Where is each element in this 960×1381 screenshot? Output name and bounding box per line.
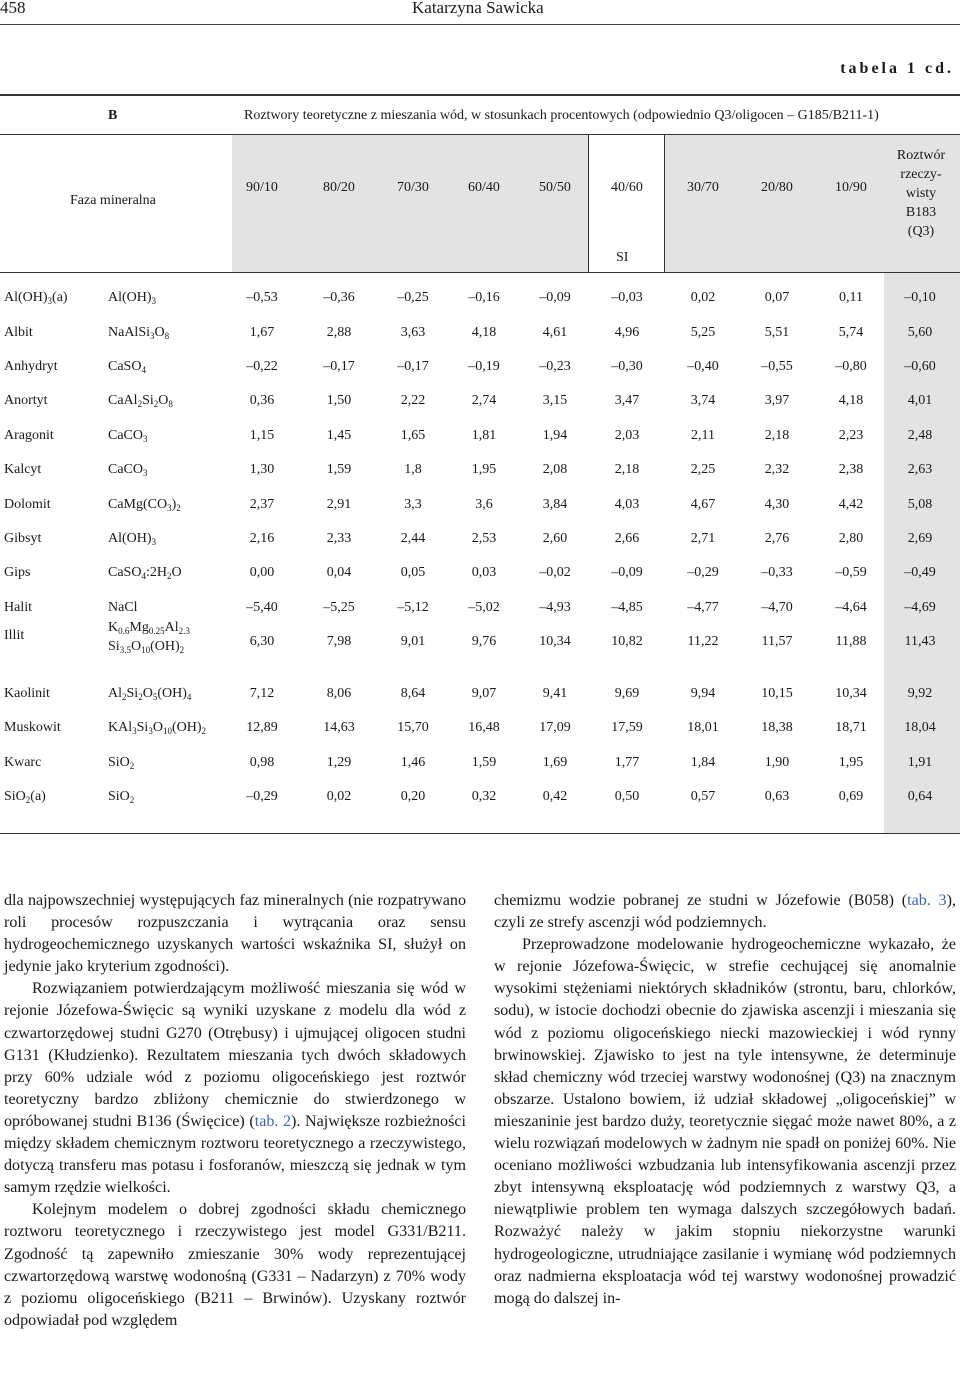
table-continued-label: tabela 1 cd. [840, 60, 954, 77]
si-value-cell: 9,07 [471, 686, 497, 701]
si-value-cell: –4,70 [761, 600, 793, 615]
mineral-formula: SiO$_2$ [108, 789, 135, 805]
si-value-cell: 0,02 [690, 290, 716, 305]
mineral-formula: $KAl_3Si_3O_{10}(OH)_2$ [108, 720, 206, 736]
mineral-formula: SiO$_2$ [108, 755, 135, 771]
si-value-cell: 11,57 [761, 634, 793, 649]
si-header-shade-right [664, 134, 884, 272]
si-value-cell: 2,38 [838, 462, 864, 477]
mineral-formula: $CaAl_2Si_2O_8$ [108, 393, 173, 409]
si-value-cell: –0,29 [246, 789, 278, 804]
table-caption-rule [0, 134, 960, 135]
mineral-name: SiO$_2$(a) [4, 789, 46, 805]
si-value-cell: 9,94 [690, 686, 716, 701]
si-value-cell: 2,03 [614, 428, 640, 443]
si-value-cell: 11,22 [687, 634, 719, 649]
si-value-cell: 9,01 [400, 634, 426, 649]
si-value-cell: 1,91 [907, 755, 933, 770]
si-value-cell: 2,53 [471, 531, 497, 546]
header-rule [0, 24, 960, 25]
si-value-cell: 1,59 [326, 462, 352, 477]
si-value-cell: –0,17 [323, 359, 355, 374]
table-bottom-rule [0, 833, 960, 834]
mineral-name: Kwarc [4, 755, 42, 770]
si-value-cell: 10,34 [835, 686, 867, 701]
real-header-line-5: (Q3) [907, 224, 935, 239]
si-value-cell: 4,61 [542, 325, 568, 340]
si-value-cell: 4,18 [471, 325, 497, 340]
ratio-header-4: 50/50 [539, 180, 571, 195]
si-value-cell: –0,36 [323, 290, 355, 305]
table-caption: Roztwory teoretyczne z mieszania wód, w stosunkach procentowych (odpowiednio Q3/oligocen – G185/B211-1) [244, 108, 879, 123]
mineral-formula: $K_{0.6}Mg_{0.25}Al_{2.3}$ [108, 620, 190, 636]
si-value-cell: –0,29 [687, 565, 719, 580]
si-value-cell: –4,85 [611, 600, 643, 615]
si-value-cell: 16,48 [468, 720, 500, 735]
si-value-cell: 11,88 [835, 634, 867, 649]
si-value-cell: 1,67 [249, 325, 275, 340]
si-value-cell: 1,84 [690, 755, 716, 770]
si-value-cell: 15,70 [397, 720, 429, 735]
si-value-cell: 1,94 [542, 428, 568, 443]
si-value-cell: –0,55 [761, 359, 793, 374]
si-value-cell: 18,71 [835, 720, 867, 735]
table-2-link[interactable]: tab. 2 [254, 1112, 292, 1130]
mineral-formula: CaSO$_4$ [108, 359, 146, 375]
mineral-name: Gips [4, 565, 31, 580]
si-value-cell: 3,97 [764, 393, 790, 408]
si-value-cell: 1,95 [838, 755, 864, 770]
left-paragraph-1: dla najpowszechniej występujących faz mineralnych (nie rozpatrywano roli procesów rozpuszczania i wytrącania oraz sensu hydrogeochemicznego uzyskanych wartości wskaźnika SI, służył on jedynie jako kryterium zgodności). [4, 892, 466, 976]
si-value-cell: 1,30 [249, 462, 275, 477]
si-value-cell: 0,05 [400, 565, 426, 580]
si-value-cell: –5,12 [397, 600, 429, 615]
si-value-cell: 9,41 [542, 686, 568, 701]
si-value-cell: 0,11 [839, 290, 863, 305]
right-p1-text-b: ), czyli ze strefy ascenzji wód podziemnych. [494, 892, 956, 932]
si-value-cell: –0,49 [904, 565, 936, 580]
left-paragraph-2 [4, 978, 466, 1199]
ratio-header-1: 80/20 [323, 180, 355, 195]
si-value-cell: 4,42 [838, 497, 864, 512]
si-value-cell: 10,15 [761, 686, 793, 701]
si-value-cell: 9,76 [471, 634, 497, 649]
si-value-cell: –5,25 [323, 600, 355, 615]
si-value-cell: 5,60 [907, 325, 933, 340]
si-value-cell: 2,63 [907, 462, 933, 477]
si-value-cell: –5,40 [246, 600, 278, 615]
si-value-cell: 17,09 [539, 720, 571, 735]
mineral-name: Muskowit [4, 720, 61, 735]
si-value-cell: 1,15 [249, 428, 275, 443]
si-value-cell: 2,25 [690, 462, 716, 477]
si-value-cell: 4,01 [907, 393, 933, 408]
si-value-cell: 1,46 [400, 755, 426, 770]
mineral-name: Albit [4, 325, 33, 340]
si-value-cell: 0,63 [764, 789, 790, 804]
si-value-cell: –0,60 [904, 359, 936, 374]
si-value-cell: 2,69 [907, 531, 933, 546]
mineral-name: Gibsyt [4, 531, 42, 546]
si-value-cell: –0,30 [611, 359, 643, 374]
si-value-cell: 9,92 [907, 686, 933, 701]
si-value-cell: –0,10 [904, 290, 936, 305]
si-value-cell: 14,63 [323, 720, 355, 735]
author-name: Katarzyna Sawicka [412, 0, 544, 17]
si-value-cell: 2,22 [400, 393, 426, 408]
real-header-line-4: B183 [905, 205, 937, 220]
mineral-name: Illit [4, 628, 25, 643]
mineral-formula: $CaMg(CO_3)_2$ [108, 497, 181, 513]
si-value-cell: 0,64 [907, 789, 933, 804]
si-value-cell: –0,25 [397, 290, 429, 305]
si-value-cell: 0,32 [471, 789, 497, 804]
si-value-cell: –0,02 [539, 565, 571, 580]
mineral-name: Anhydryt [4, 359, 58, 374]
si-value-cell: 3,84 [542, 497, 568, 512]
si-value-cell: 0,02 [326, 789, 352, 804]
si-value-cell: 7,98 [326, 634, 352, 649]
ratio-header-2: 70/30 [397, 180, 429, 195]
si-value-cell: 3,3 [404, 497, 422, 512]
si-value-cell: 1,95 [471, 462, 497, 477]
si-value-cell: –4,64 [835, 600, 867, 615]
si-value-cell: 3,63 [400, 325, 426, 340]
mineral-formula: $Al(OH)_3$ [108, 290, 157, 306]
left-p2-text-a: Rozwiązaniem potwierdzającym możliwość mieszania się wód w rejonie Józefowa-Święcic są wyniki uzyskane z modelu dla wód z czwartorzędowej studni G270 (Otrębusy) i ujmującej oligocen studni G131 (Kłudzienko). Rezultatem mieszania tych dwóch składowych przy 60% udziale wód z poziomu oligoceńskiego jest roztwór teoretyczny bardzo zbliżony chemicznie do stwierdzonego w opróbowanej studni B136 (Święcice) ( [4, 980, 466, 1130]
si-value-cell: 18,04 [904, 720, 936, 735]
si-value-cell: –0,22 [246, 359, 278, 374]
si-value-cell: 0,42 [542, 789, 568, 804]
si-value-cell: 2,88 [326, 325, 352, 340]
mineral-formula: $CaSO_4:2H_2O$ [108, 565, 182, 581]
si-value-cell: –4,69 [904, 600, 936, 615]
mineral-name: Anortyt [4, 393, 48, 408]
si-box-left-rule [588, 134, 589, 272]
si-value-cell: –0,53 [246, 290, 278, 305]
mineral-name: Aragonit [4, 428, 54, 443]
si-value-cell: 1,59 [471, 755, 497, 770]
si-value-cell: 2,32 [764, 462, 790, 477]
si-value-cell: 12,89 [246, 720, 278, 735]
si-value-cell: –0,03 [611, 290, 643, 305]
si-value-cell: 5,08 [907, 497, 933, 512]
running-header [0, 0, 960, 24]
si-value-cell: 2,60 [542, 531, 568, 546]
si-value-cell: 2,74 [471, 393, 497, 408]
si-value-cell: 2,11 [691, 428, 715, 443]
si-value-cell: –5,02 [468, 600, 500, 615]
si-value-cell: 0,03 [471, 565, 497, 580]
si-value-cell: 10,82 [611, 634, 643, 649]
mineral-formula: CaCO$_3$ [108, 462, 148, 478]
si-value-cell: 1,65 [400, 428, 426, 443]
si-value-cell: 2,16 [249, 531, 275, 546]
si-value-cell: 0,00 [249, 565, 275, 580]
si-value-cell: 0,36 [249, 393, 275, 408]
ratio-header-6: 30/70 [687, 180, 719, 195]
si-label: SI [616, 250, 629, 265]
si-value-cell: 0,50 [614, 789, 640, 804]
si-value-cell: 0,98 [249, 755, 275, 770]
si-value-cell: 3,15 [542, 393, 568, 408]
si-value-cell: 4,30 [764, 497, 790, 512]
si-value-cell: 2,76 [764, 531, 790, 546]
mineral-formula: $Al_2Si_2O_5(OH)_4$ [108, 686, 192, 702]
mineral-name: Kaolinit [4, 686, 50, 701]
si-value-cell: 2,37 [249, 497, 275, 512]
table-3-link[interactable]: tab. 3 [907, 892, 947, 909]
si-value-cell: –0,09 [539, 290, 571, 305]
table-header-rule [0, 272, 960, 273]
si-value-cell: 4,96 [614, 325, 640, 340]
si-value-cell: 2,08 [542, 462, 568, 477]
si-value-cell: 2,44 [400, 531, 426, 546]
si-value-cell: 0,04 [326, 565, 352, 580]
si-value-cell: 18,38 [761, 720, 793, 735]
left-text-column [4, 890, 466, 1332]
si-value-cell: 7,12 [249, 686, 275, 701]
si-value-cell: 3,6 [475, 497, 493, 512]
si-value-cell: 4,03 [614, 497, 640, 512]
mineral-formula: $Al(OH)_3$ [108, 531, 157, 547]
si-value-cell: 1,69 [542, 755, 568, 770]
si-value-cell: 18,01 [687, 720, 719, 735]
table-top-rule [0, 94, 960, 96]
right-paragraph-2: Przeprowadzone modelowanie hydrogeochemiczne wykazało, że w rejonie Józefowa-Święcic, w strefie cechującej się anomalnie wysokimi stężeniami niektórych składników (strontu, baru, chlorków, sodu), w istocie dochodzi obecnie do zjawiska ascenzji i mieszania się wód z poziomu oligoceńskiego niecki mazowieckiej i wód rynny brwinowskiej. Zjawisko to jest na tyle intensywne, że determinuje skład chemiczny wód trzeciej warstwy wodonośnej (Q3) na znacznym obszarze. Ustalono bowiem, iż udział składowej „oligoceńskiej” w mieszaninie jest bardzo duży, teoretycznie sięgać może nawet 80%, a z wielu rozwiązań modelowych w żadnym nie spadł on poniżej 60%. Nie oceniano możliwości wzbudzania lub intensyfikowania ascenzji przez zbyt intensywną eksploatację wód podziemnych z warstwy Q3, a niewątpliwie problem ten wymaga dalszych szczegółowych badań. Rozważyć należy w jakim stopniu niekorzystne warunki hydrogeologiczne, utrudniające zasilanie i wymianę wód podziemnych oraz nadmierna eksploatacja wód tej warstwy wodonośnej prowadzić mogą do dalszej in- [494, 936, 956, 1307]
real-solution-header [886, 146, 956, 241]
left-paragraph-3: Kolejnym modelem o dobrej zgodności składu chemicznego roztworu teoretycznego i rzeczywistego jest model G331/B211. Zgodność tą zapewniło zmieszanie 30% wody reprezentującej czwartorzędową warstwę wodonośną (G331 – Nadarzyn) z 70% wody z poziomu oligoceńskiego (B211 – Brwinów). Uzyskany roztwór odpowiadał pod względem [4, 1201, 466, 1329]
si-value-cell: 2,71 [690, 531, 716, 546]
si-value-cell: 0,69 [838, 789, 864, 804]
si-value-cell: –4,93 [539, 600, 571, 615]
mineral-name: $Al(OH)_3(a)$ [4, 290, 68, 306]
data-table [0, 94, 960, 834]
left-p2-text-b: ). Największe rozbieżności między składem chemicznym roztworu teoretycznego a rzeczywistego, dotyczą transferu mas potasu i fosforanów, mieszczą się jednak w tym samym rzędzie wielkości. [4, 1112, 466, 1197]
mineral-formula: $Si_{3.5}O_{10}(OH)_2$ [108, 639, 185, 655]
right-p1-text-a: chemizmu wodzie pobranej ze studni w Józefowie (B058) ( [494, 892, 908, 909]
table-section-label: B [108, 108, 118, 123]
si-value-cell: 1,45 [326, 428, 352, 443]
si-value-cell: 5,25 [690, 325, 716, 340]
si-box-right-rule [664, 134, 665, 272]
ratio-header-3: 60/40 [468, 180, 500, 195]
page-number: 458 [0, 0, 26, 17]
si-value-cell: –0,16 [468, 290, 500, 305]
phase-header: Faza mineralna [70, 193, 156, 208]
si-value-cell: 8,06 [326, 686, 352, 701]
mineral-formula: CaCO$_3$ [108, 428, 148, 444]
si-value-cell: –0,40 [687, 359, 719, 374]
si-value-cell: 2,18 [614, 462, 640, 477]
si-value-cell: 2,18 [764, 428, 790, 443]
si-value-cell: –0,09 [611, 565, 643, 580]
si-value-cell: 2,33 [326, 531, 352, 546]
real-header-line-3: wisty [905, 186, 937, 201]
real-header-line-2: rzeczy- [900, 167, 942, 182]
si-value-cell: 2,48 [907, 428, 933, 443]
mineral-formula: $NaAlSi_3O_8$ [108, 325, 170, 341]
si-value-cell: 11,43 [904, 634, 936, 649]
ratio-header-7: 20/80 [761, 180, 793, 195]
si-value-cell: 2,80 [838, 531, 864, 546]
si-value-cell: –0,23 [539, 359, 571, 374]
si-value-cell: –0,17 [397, 359, 429, 374]
si-value-cell: 2,66 [614, 531, 640, 546]
si-value-cell: 9,69 [614, 686, 640, 701]
si-value-cell: 4,18 [838, 393, 864, 408]
si-value-cell: –0,80 [835, 359, 867, 374]
right-paragraph-1 [494, 890, 956, 934]
si-value-cell: –4,77 [687, 600, 719, 615]
si-value-cell: 4,67 [690, 497, 716, 512]
si-value-cell: 10,34 [539, 634, 571, 649]
si-value-cell: 1,50 [326, 393, 352, 408]
si-value-cell: 2,91 [326, 497, 352, 512]
si-value-cell: 5,51 [764, 325, 790, 340]
si-value-cell: 0,57 [690, 789, 716, 804]
ratio-header-0: 90/10 [246, 180, 278, 195]
si-value-cell: 2,23 [838, 428, 864, 443]
si-value-cell: 0,20 [400, 789, 426, 804]
si-value-cell: 1,29 [326, 755, 352, 770]
ratio-header-5: 40/60 [611, 180, 643, 195]
si-value-cell: 1,8 [404, 462, 422, 477]
si-value-cell: –0,59 [835, 565, 867, 580]
si-header-shade-left [232, 134, 588, 272]
si-value-cell: –0,33 [761, 565, 793, 580]
si-value-cell: 1,90 [764, 755, 790, 770]
si-value-cell: –0,19 [468, 359, 500, 374]
si-value-cell: 3,47 [614, 393, 640, 408]
mineral-formula: NaCl [108, 600, 138, 615]
ratio-header-8: 10/90 [835, 180, 867, 195]
si-value-cell: 8,64 [400, 686, 426, 701]
si-value-cell: 1,77 [614, 755, 640, 770]
mineral-name: Halit [4, 600, 32, 615]
si-value-cell: 1,81 [471, 428, 497, 443]
si-value-cell: 0,07 [764, 290, 790, 305]
mineral-name: Kalcyt [4, 462, 42, 477]
si-value-cell: 17,59 [611, 720, 643, 735]
real-header-line-1: Roztwór [896, 148, 946, 163]
si-value-cell: 5,74 [838, 325, 864, 340]
mineral-name: Dolomit [4, 497, 51, 512]
si-value-cell: 3,74 [690, 393, 716, 408]
right-text-column [494, 890, 956, 1310]
si-value-cell: 6,30 [249, 634, 275, 649]
